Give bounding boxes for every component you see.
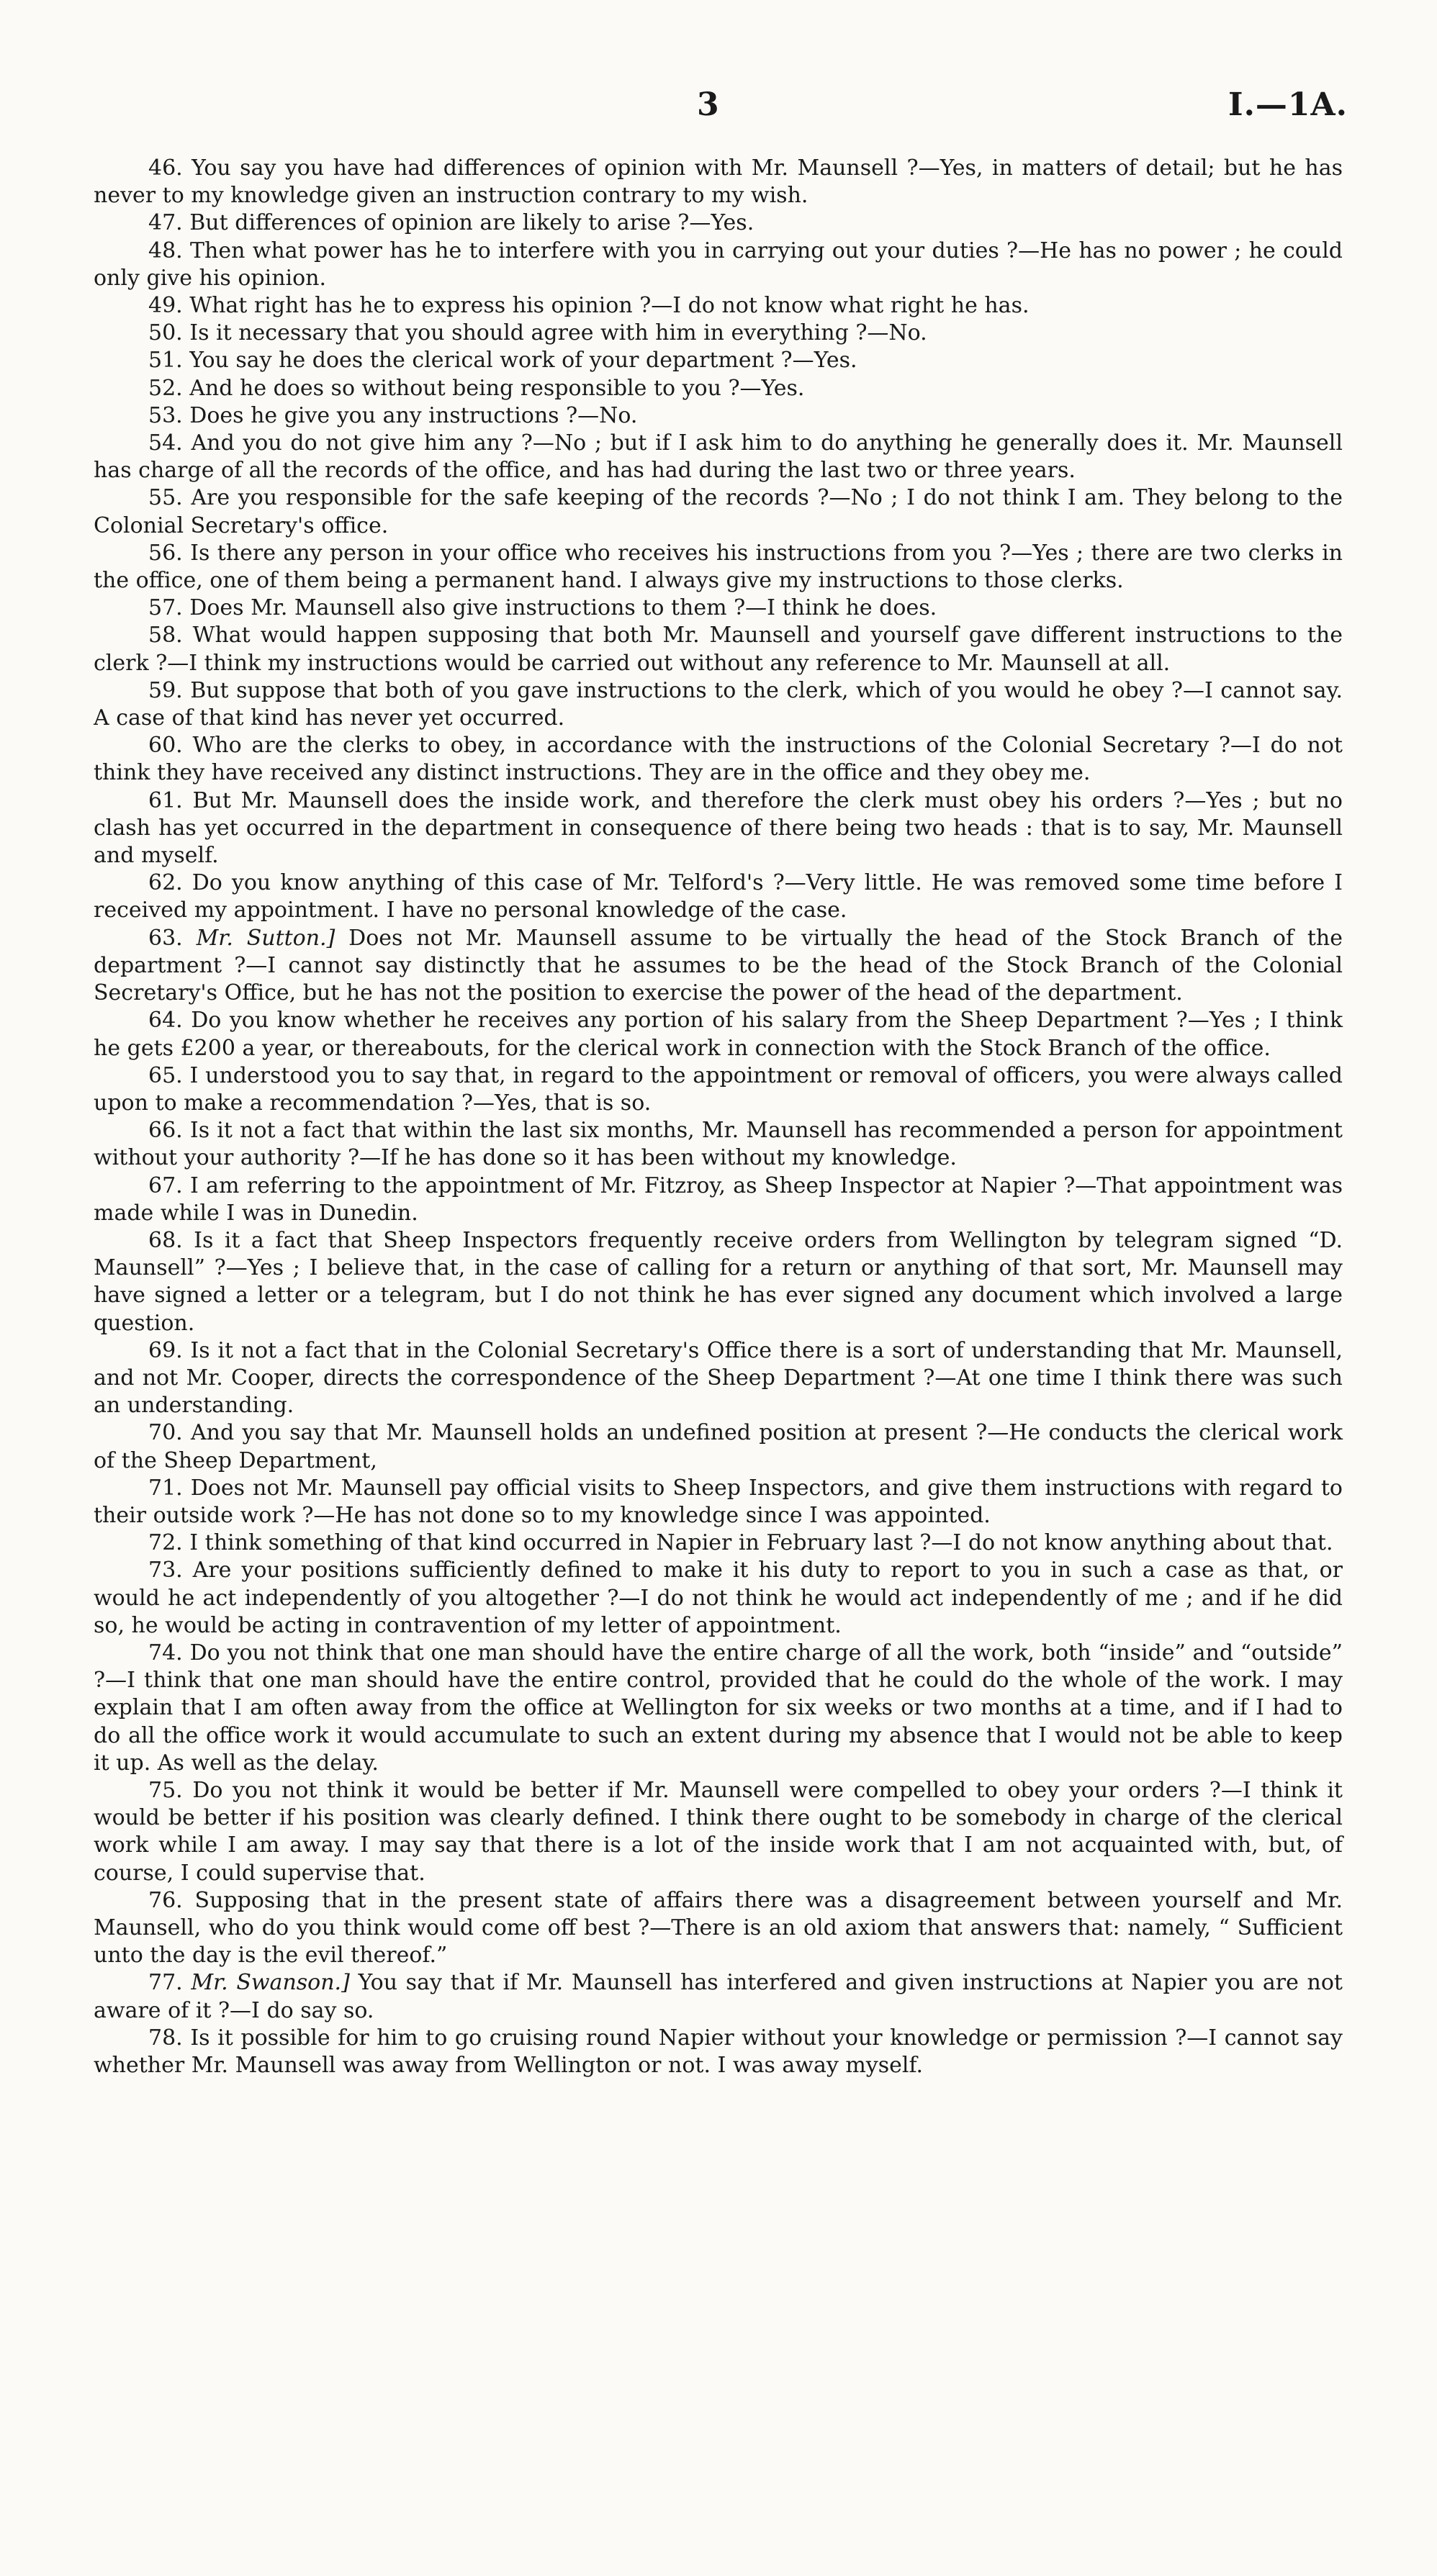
qa-paragraph (94, 787, 1343, 870)
qa-text: Do you not think that one man should have the entire charge of all the work, both “inside” and “outside” ?—I think that one man should have the entire control, provided that he could do the whole of the work. I may explain that I am often away from the office at Wellington for six weeks or two months at a time, and if I had to do all the office work it would accumulate to such an extent during my absence that I would not be able to keep it up. As well as the delay. (94, 1640, 1343, 1776)
qa-text: But suppose that both of you gave instructions to the clerk, which of you would he obey ?—I cannot say. A case of that kind has never yet occurred. (94, 677, 1343, 731)
document-reference: I.—1A. (1228, 86, 1348, 123)
question-number: 70. (148, 1420, 183, 1446)
question-number: 65. (148, 1062, 183, 1088)
qa-text: But differences of opinion are likely to arise ?—Yes. (189, 210, 754, 236)
qa-paragraph (94, 1969, 1343, 2024)
qa-paragraph (94, 1172, 1343, 1227)
question-number: 53. (148, 402, 183, 428)
question-number: 54. (148, 430, 183, 456)
qa-paragraph (94, 402, 1343, 430)
qa-text: Is it not a fact that within the last six months, Mr. Maunsell has recommended a person for appointment without your authority ?—If he has done so it has been without my knowledge. (94, 1118, 1343, 1171)
qa-paragraph (94, 375, 1343, 402)
qa-text: Who are the clerks to obey, in accordance with the instructions of the Colonial Secretary ?—I do not think they have received any distinct instructions. They are in the office and they obey me. (94, 733, 1343, 786)
qa-text: I think something of that kind occurred in Napier in February last ?—I do not know anything about that. (189, 1530, 1333, 1556)
qa-text: Is it a fact that Sheep Inspectors frequently receive orders from Wellington by telegram signed “D. Maunsell” ?—Yes ; I believe that, in the case of calling for a return or anything of that sort, Mr. Maunsell may have signed a letter or a telegram, but I do not think he has ever signed any document which involved a large question. (94, 1227, 1343, 1336)
qa-paragraph (94, 1887, 1343, 1970)
qa-paragraph (94, 595, 1343, 622)
qa-paragraph (94, 1117, 1343, 1172)
testimony-body (94, 155, 1343, 2079)
qa-paragraph (94, 1419, 1343, 1474)
qa-paragraph (94, 320, 1343, 347)
question-number: 46. (148, 155, 183, 181)
qa-text: Do you not think it would be better if Mr. Maunsell were compelled to obey your orders ?—I think it would be better if his position was clearly defined. I think there ought to be somebody in charge of the clerical work while I am away. I may say that there is a lot of the inside work that I am not acquainted with, but, of course, I could supervise that. (94, 1777, 1343, 1886)
qa-paragraph (94, 1337, 1343, 1420)
question-number: 73. (148, 1558, 183, 1583)
qa-paragraph (94, 2025, 1343, 2079)
question-number: 64. (148, 1008, 183, 1034)
qa-paragraph (94, 1475, 1343, 1529)
qa-paragraph (94, 292, 1343, 320)
question-number: 76. (148, 1887, 183, 1913)
qa-paragraph (94, 1007, 1343, 1062)
qa-text: Do you know whether he receives any portion of his salary from the Sheep Department ?—Yes ; I think he gets £200 a year, or thereabouts, for the clerical work in connection with the Stock Branch of the office. (94, 1008, 1343, 1061)
question-number: 74. (148, 1640, 183, 1666)
question-number: 72. (148, 1530, 183, 1556)
question-number: 77. (148, 1970, 183, 1996)
question-number: 61. (148, 787, 183, 813)
question-number: 60. (148, 733, 183, 759)
question-number: 75. (148, 1777, 183, 1803)
qa-paragraph (94, 677, 1343, 732)
qa-text: Does he give you any instructions ?—No. (189, 402, 638, 428)
qa-text: Are you responsible for the safe keeping of the records ?—No ; I do not think I am. They belong to the Colonial Secretary's office. (94, 485, 1343, 538)
qa-paragraph (94, 1557, 1343, 1640)
qa-paragraph (94, 869, 1343, 924)
question-number: 68. (148, 1227, 183, 1253)
question-number: 58. (148, 623, 183, 648)
question-number: 52. (148, 375, 183, 401)
qa-text: Is it not a fact that in the Colonial Secretary's Office there is a sort of understanding that Mr. Maunsell, and not Mr. Cooper, directs the correspondence of the Sheep Department ?—At one time I think there was such an understanding. (94, 1337, 1343, 1419)
qa-paragraph (94, 484, 1343, 539)
qa-text: Are your positions sufficiently defined to make it his duty to report to you in such a case as that, or would he act independently of you altogether ?—I do not think he would act independently of me ; and if he did so, he would be acting in contravention of my letter of appointment. (94, 1558, 1343, 1638)
qa-text: I understood you to say that, in regard to the appointment or removal of officers, you were always called upon to make a recommendation ?—Yes, that is so. (94, 1062, 1343, 1116)
qa-paragraph (94, 540, 1343, 595)
page-number: 3 (697, 86, 719, 123)
qa-paragraph (94, 1777, 1343, 1887)
qa-paragraph (94, 1640, 1343, 1777)
question-number: 57. (148, 595, 183, 621)
qa-text: And you say that Mr. Maunsell holds an undefined position at present ?—He conducts the clerical work of the Sheep Department, (94, 1420, 1343, 1473)
question-number: 49. (148, 293, 183, 319)
speaker-label: Mr. Sutton.] (196, 925, 335, 951)
question-number: 62. (148, 870, 183, 896)
qa-text: But Mr. Maunsell does the inside work, and therefore the clerk must obey his orders ?—Yes ; but no clash has yet occurred in the department in consequence of there being two heads : that is to say, Mr. Maunsell and myself. (94, 787, 1343, 869)
qa-paragraph (94, 732, 1343, 787)
qa-text: What right has he to express his opinion ?—I do not know what right he has. (189, 293, 1030, 319)
question-number: 59. (148, 677, 183, 703)
qa-text: You say you have had differences of opinion with Mr. Maunsell ?—Yes, in matters of detail; but he has never to my knowledge given an instruction contrary to my wish. (94, 155, 1343, 209)
question-number: 51. (148, 348, 183, 374)
question-number: 71. (148, 1475, 183, 1501)
qa-text: You say he does the clerical work of your department ?—Yes. (189, 348, 857, 374)
question-number: 47. (148, 210, 183, 236)
qa-text: Then what power has he to interfere with you in carrying out your duties ?—He has no power ; he could only give his opinion. (94, 238, 1343, 291)
qa-text: And he does so without being responsible to you ?—Yes. (189, 375, 805, 401)
question-number: 48. (148, 238, 183, 263)
qa-text: And you do not give him any ?—No ; but if I ask him to do anything he generally does it. Mr. Maunsell has charge of all the records of the office, and has had during the last two or three years. (94, 430, 1343, 484)
qa-paragraph (94, 430, 1343, 484)
qa-paragraph (94, 925, 1343, 1008)
question-number: 67. (148, 1172, 183, 1198)
qa-paragraph (94, 155, 1343, 209)
question-number: 69. (148, 1337, 183, 1363)
qa-text: Is it necessary that you should agree with him in everything ?—No. (189, 320, 927, 346)
qa-text: I am referring to the appointment of Mr. Fitzroy, as Sheep Inspector at Napier ?—That appointment was made while I was in Dunedin. (94, 1172, 1343, 1226)
qa-text: Is it possible for him to go cruising round Napier without your knowledge or permission ?—I cannot say whether Mr. Maunsell was away from Wellington or not. I was away myself. (94, 2025, 1343, 2079)
question-number: 63. (148, 925, 183, 951)
qa-text: Does not Mr. Maunsell assume to be virtually the head of the Stock Branch of the department ?—I cannot say distinctly that he assumes to be the head of the Stock Branch of the Colonial Secretary's Office, but he has not the position to exercise the power of the head of the department. (94, 925, 1343, 1006)
qa-paragraph (94, 209, 1343, 237)
question-number: 50. (148, 320, 183, 346)
qa-paragraph (94, 1062, 1343, 1117)
question-number: 56. (148, 540, 183, 566)
qa-text: You say that if Mr. Maunsell has interfered and given instructions at Napier you are not aware of it ?—I do say so. (94, 1970, 1343, 2023)
qa-paragraph (94, 1227, 1343, 1337)
qa-paragraph (94, 1529, 1343, 1557)
qa-text: Supposing that in the present state of affairs there was a disagreement between yourself and Mr. Maunsell, who do you think would come off best ?—There is an old axiom that answers that: namely, “ Sufficient unto the day is the evil thereof.” (94, 1887, 1343, 1969)
question-number: 66. (148, 1118, 183, 1144)
qa-paragraph (94, 238, 1343, 292)
speaker-label: Mr. Swanson.] (191, 1970, 350, 1996)
qa-paragraph (94, 347, 1343, 374)
qa-text: Does Mr. Maunsell also give instructions to them ?—I think he does. (189, 595, 937, 621)
qa-text: Is there any person in your office who receives his instructions from you ?—Yes ; there are two clerks in the office, one of them being a permanent hand. I always give my instructions to those clerks. (94, 540, 1343, 594)
question-number: 55. (148, 485, 183, 511)
qa-text: What would happen supposing that both Mr. Maunsell and yourself gave different instructions to the clerk ?—I think my instructions would be carried out without any reference to Mr. Maunsell at all. (94, 623, 1343, 676)
qa-paragraph (94, 622, 1343, 677)
qa-text: Do you know anything of this case of Mr. Telford's ?—Very little. He was removed some time before I received my appointment. I have no personal knowledge of the case. (94, 870, 1343, 923)
question-number: 78. (148, 2025, 183, 2051)
qa-text: Does not Mr. Maunsell pay official visits to Sheep Inspectors, and give them instructions with regard to their outside work ?—He has not done so to my knowledge since I was appointed. (94, 1475, 1343, 1528)
